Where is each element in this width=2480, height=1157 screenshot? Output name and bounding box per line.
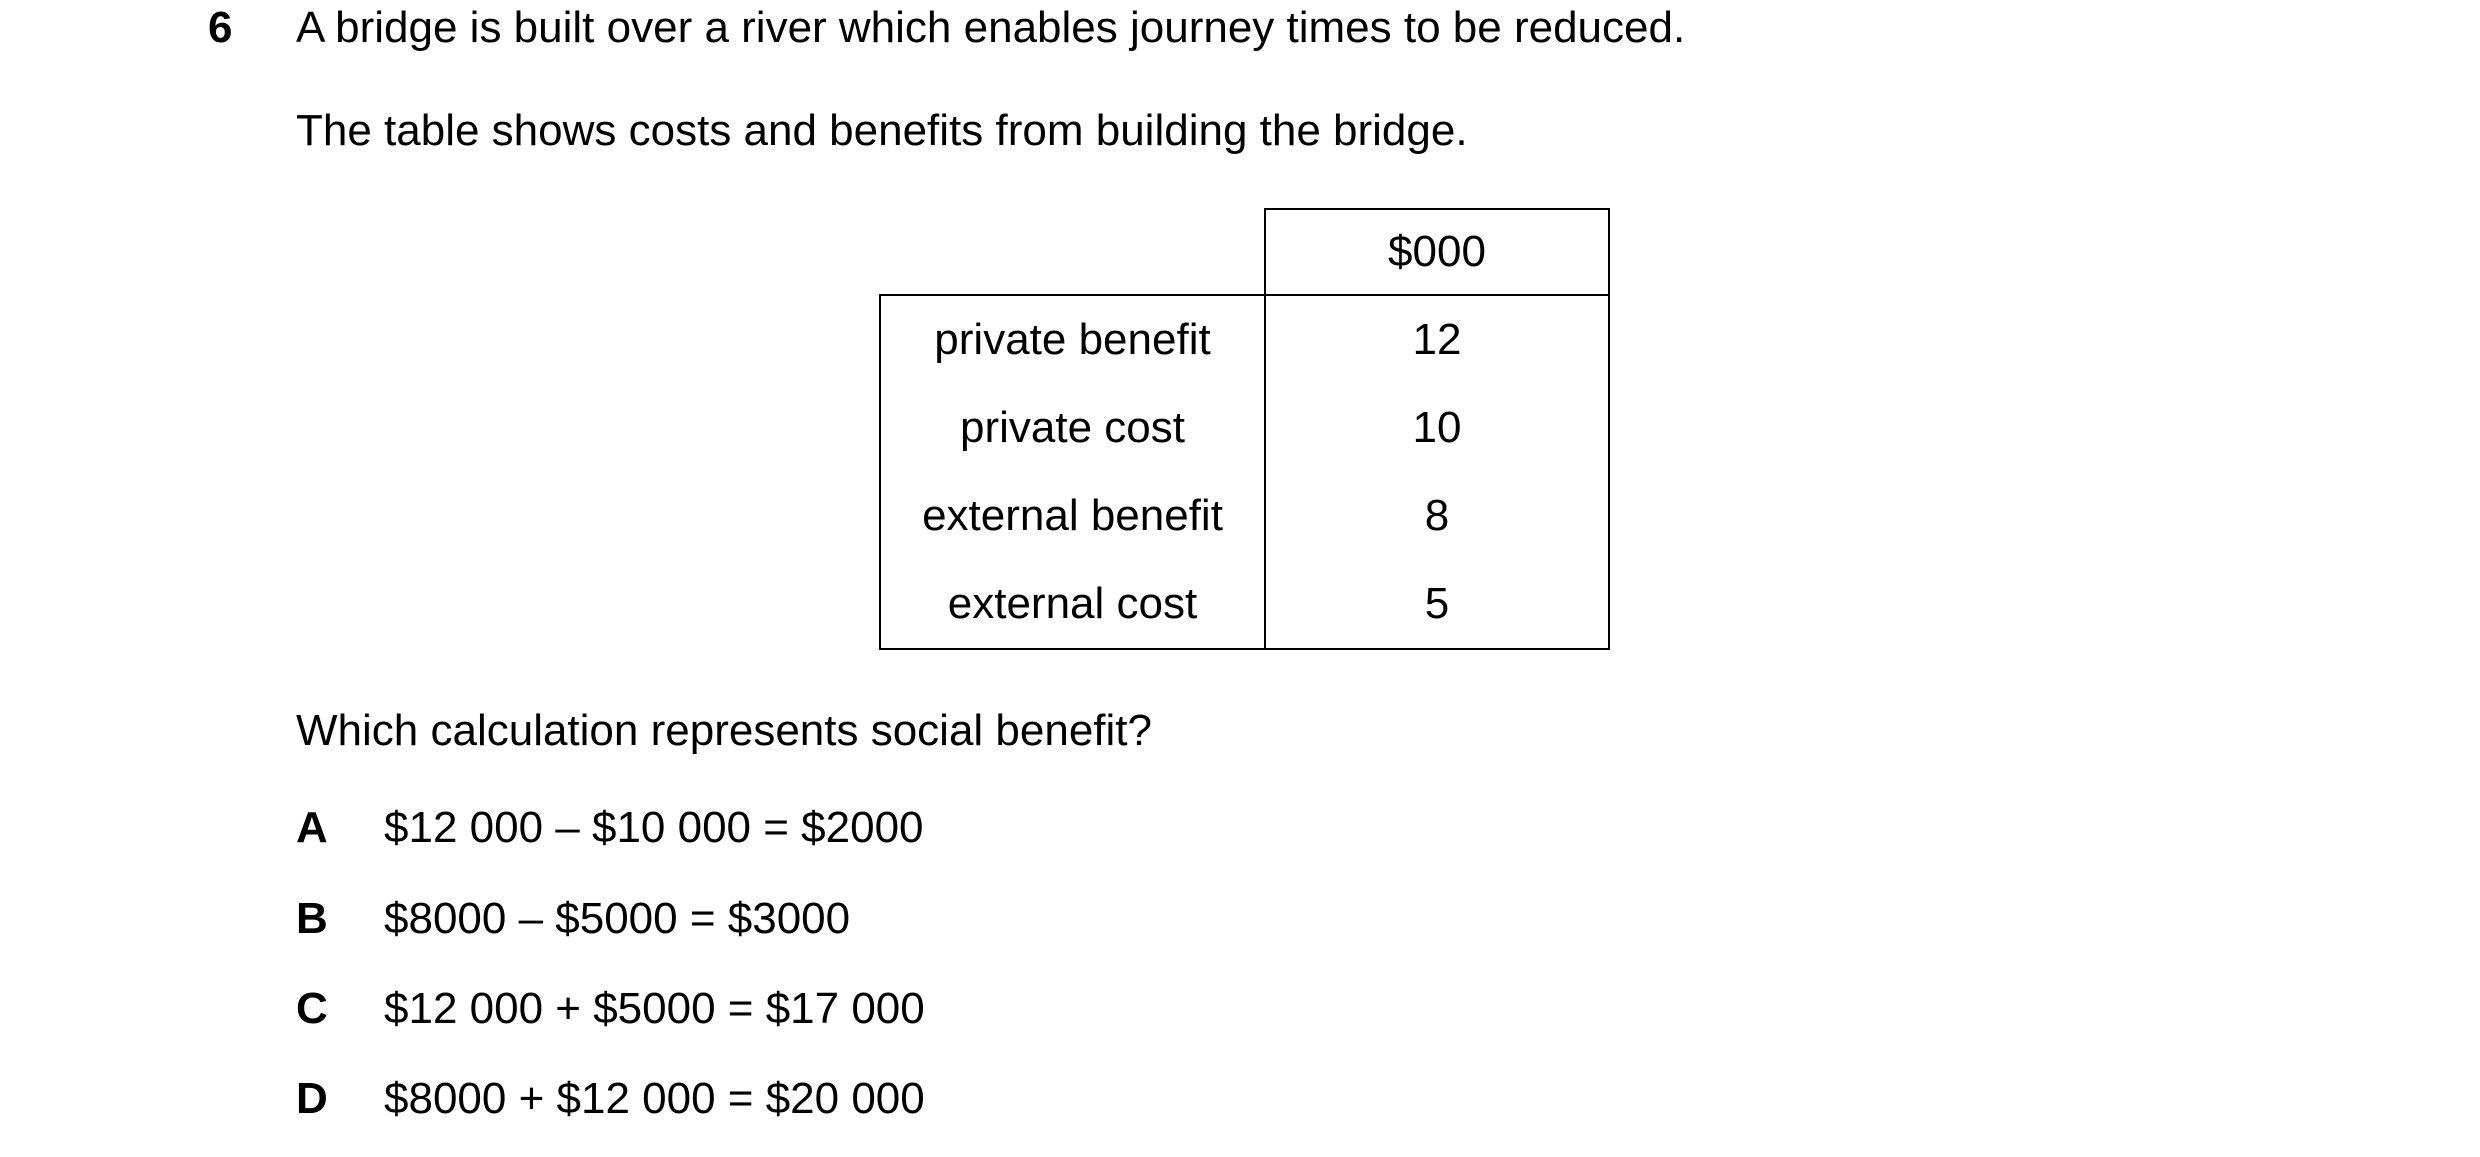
table-row xyxy=(880,384,1609,472)
question-prompt: Which calculation represents social benefit? xyxy=(296,706,1153,755)
option-text: $8000 – $5000 = $3000 xyxy=(384,894,851,943)
table-row xyxy=(880,560,1609,649)
table-row-label: external benefit xyxy=(880,472,1265,560)
table-row xyxy=(880,295,1609,384)
question-stem-line-1: A bridge is built over a river which enables journey times to be reduced. xyxy=(296,3,1686,52)
option-b[interactable] xyxy=(296,891,850,947)
option-letter: D xyxy=(296,1074,328,1123)
option-text: $12 000 + $5000 = $17 000 xyxy=(384,984,925,1033)
option-letter: A xyxy=(296,803,328,852)
table-row-value: 8 xyxy=(1265,472,1609,560)
table-row-value: 10 xyxy=(1265,384,1609,472)
table-header-blank-cell xyxy=(880,209,1265,295)
option-letter: C xyxy=(296,984,328,1033)
table-row-value: 5 xyxy=(1265,560,1609,649)
table-row-label: private cost xyxy=(880,384,1265,472)
table-unit-header: $000 xyxy=(1265,209,1609,295)
table-row-label: private benefit xyxy=(880,295,1265,384)
costs-benefits-table xyxy=(879,208,1610,650)
table-row-value: 12 xyxy=(1265,295,1609,384)
question-stem-line-2: The table shows costs and benefits from building the bridge. xyxy=(296,106,1468,155)
option-c[interactable] xyxy=(296,981,925,1037)
table-row-label: external cost xyxy=(880,560,1265,649)
option-a[interactable] xyxy=(296,800,924,856)
table-header-row xyxy=(880,209,1609,295)
table-row xyxy=(880,472,1609,560)
question-number: 6 xyxy=(208,3,233,52)
option-text: $12 000 – $10 000 = $2000 xyxy=(384,803,924,852)
option-letter: B xyxy=(296,894,328,943)
option-d[interactable] xyxy=(296,1071,925,1127)
option-text: $8000 + $12 000 = $20 000 xyxy=(384,1074,925,1123)
